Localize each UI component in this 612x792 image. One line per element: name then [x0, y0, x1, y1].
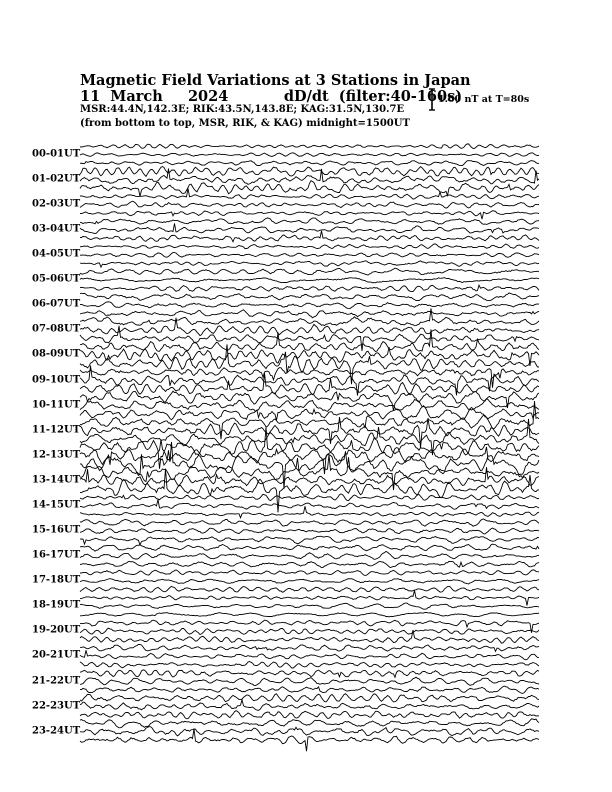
series-line-rik: [80, 440, 539, 465]
series-line-kag: [80, 620, 539, 633]
series-line-kag: [80, 644, 539, 651]
series-line-rik: [80, 201, 539, 208]
hour-label: 10-11UT: [32, 399, 81, 411]
station-coordinates: MSR:44.4N,142.3E; RIK:43.5N,143.8E; KAG:31.5N,130.7E: [80, 104, 405, 115]
hour-label: 01-02UT: [32, 173, 81, 185]
hour-label: 08-09UT: [32, 348, 81, 360]
series-line-kag: [80, 494, 539, 501]
series-line-msr: [80, 285, 539, 292]
hour-label: 16-17UT: [32, 549, 81, 561]
scale-label: 1.00 nT at T=80s: [438, 94, 530, 105]
series-line-msr: [80, 613, 539, 617]
series-line-kag: [80, 268, 539, 275]
series-line-rik: [80, 528, 539, 534]
series-line-rik: [80, 253, 539, 258]
series-line-kag: [80, 188, 539, 199]
series-line-msr: [80, 686, 539, 693]
hour-label: 11-12UT: [32, 424, 81, 436]
series-line-msr: [80, 181, 539, 197]
series-line-rik: [80, 603, 539, 609]
station-order-note: (from bottom to top, MSR, RIK, & KAG) midnight=1500UT: [80, 118, 410, 129]
series-line-rik: [80, 579, 539, 584]
chart-title: Magnetic Field Variations at 3 Stations in Japan: [80, 72, 471, 89]
series-line-rik: [80, 727, 539, 736]
series-line-msr: [80, 506, 539, 518]
hour-label: 21-22UT: [32, 675, 81, 687]
series-line-kag: [80, 244, 539, 249]
series-line-kag: [80, 308, 539, 325]
hour-label: 06-07UT: [32, 298, 81, 310]
hour-label: 19-20UT: [32, 624, 81, 636]
hour-label: 12-13UT: [32, 449, 81, 461]
series-line-kag: [80, 570, 539, 576]
series-line-msr: [80, 161, 539, 166]
hour-label: 22-23UT: [32, 700, 81, 712]
hour-label: 05-06UT: [32, 273, 81, 285]
series-line-rik: [80, 551, 539, 559]
series-line-rik: [80, 700, 539, 711]
series-line-rik: [80, 278, 539, 283]
hour-label: 20-21UT: [32, 649, 81, 661]
series-line-msr: [80, 729, 539, 752]
series-line-kag: [80, 694, 539, 702]
hour-label: 18-19UT: [32, 599, 81, 611]
hour-label: 13-14UT: [32, 474, 81, 486]
hour-label: 14-15UT: [32, 499, 81, 511]
series-line-msr: [80, 630, 539, 643]
hour-label: 04-05UT: [32, 248, 81, 260]
hour-label: 15-16UT: [32, 524, 81, 536]
series-line-kag: [80, 144, 539, 149]
series-line-rik: [80, 302, 539, 309]
series-line-rik: [80, 650, 539, 660]
hour-label: 03-04UT: [32, 223, 81, 235]
series-line-msr: [80, 662, 539, 669]
series-line-msr: [80, 344, 539, 384]
series-line-rik: [80, 677, 539, 685]
hour-label: 07-08UT: [32, 323, 81, 335]
series-line-rik: [80, 399, 539, 412]
series-line-msr: [80, 586, 539, 592]
hour-label: 23-24UT: [32, 725, 81, 737]
series-line-msr: [80, 211, 539, 220]
series-line-kag: [80, 368, 539, 388]
series-line-msr: [80, 310, 539, 318]
series-line-msr: [80, 261, 539, 267]
series-line-msr: [80, 711, 539, 719]
series-line-kag: [80, 218, 539, 225]
series-line-kag: [80, 544, 539, 551]
series-line-kag: [80, 167, 539, 177]
series-line-msr: [80, 561, 539, 567]
hour-label: 17-18UT: [32, 574, 81, 586]
series-line-msr: [80, 326, 539, 351]
series-line-kag: [80, 293, 539, 301]
hour-label: 02-03UT: [32, 198, 81, 210]
hour-label: 00-01UT: [32, 148, 81, 160]
series-line-kag: [80, 591, 539, 606]
series-line-kag: [80, 670, 539, 677]
series-line-rik: [80, 628, 539, 634]
series-line-rik: [80, 169, 539, 185]
hour-label: 09-10UT: [32, 374, 81, 386]
series-line-rik: [80, 223, 539, 233]
date-filter-line: 11 March 2024 dD/dt (filter:40-160s): [80, 88, 463, 105]
series-line-kag: [80, 519, 539, 526]
series-line-rik: [80, 500, 539, 510]
series-line-rik: [80, 153, 539, 157]
series-line-msr: [80, 536, 539, 545]
